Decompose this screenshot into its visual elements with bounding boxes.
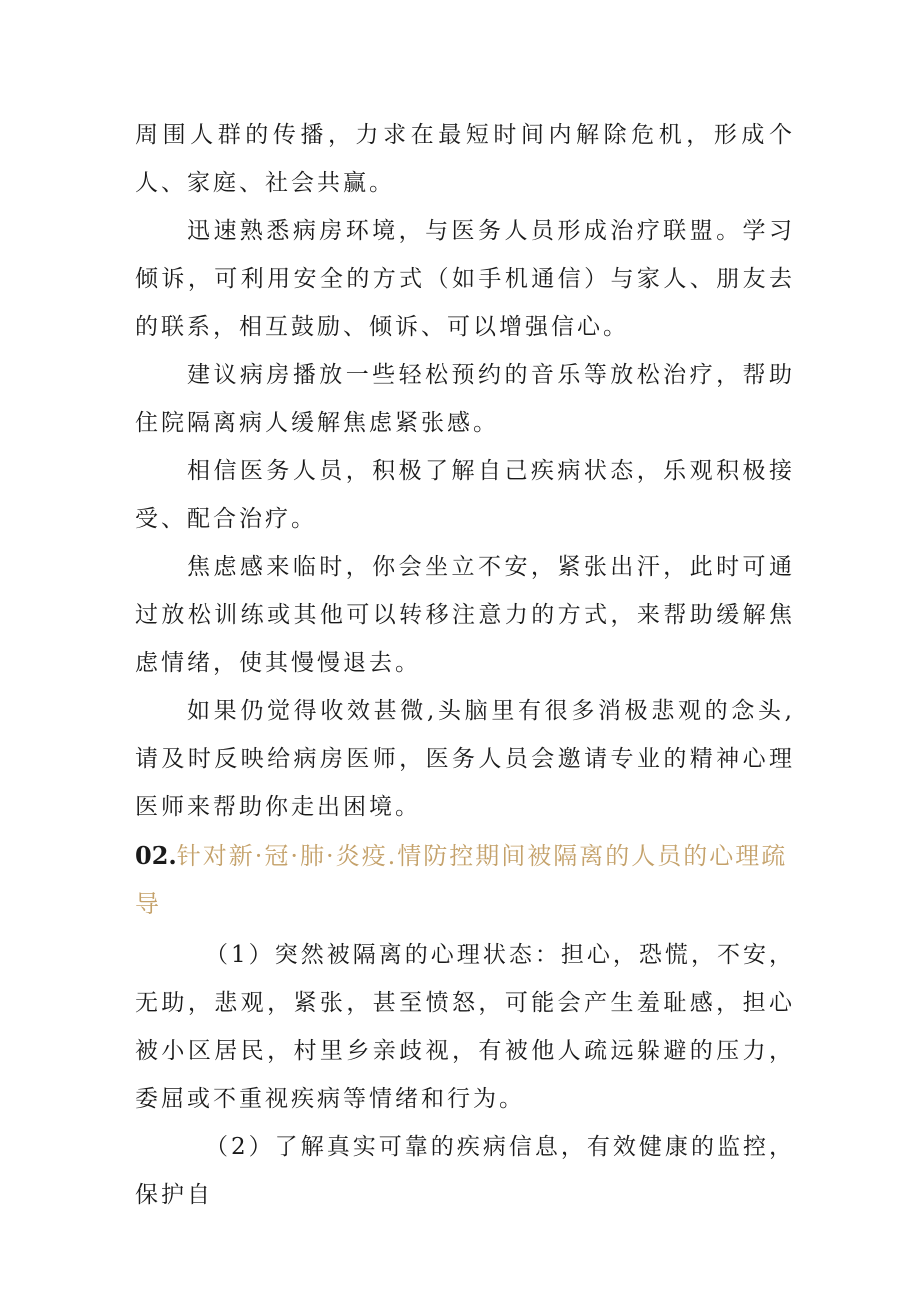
paragraph-5: 焦虑感来临时，你会坐立不安，紧张出汗，此时可通过放松训练或其他可以转移注意力的方式，来帮助缓解焦虑情绪，使其慢慢退去。 xyxy=(135,554,795,676)
paragraph-6: 如果仍觉得收效甚微,头脑里有很多消极悲观的念头,请及时反映给病房医师，医务人员会邀请专业的精神心理医师来帮助你走出困境。 xyxy=(135,698,795,820)
section-title: 针对新·冠·肺·炎疫.情防控期间被隔离的人员的心理疏导 xyxy=(135,842,788,918)
list-item-1: （1）突然被隔离的心理状态：担心，恐慌，不安，无助，悲观，紧张，甚至愤怒，可能会产生羞耻感，担心被小区居民，村里乡亲歧视，有被他人疏远躲避的压力，委屈或不重视疾病等情绪和行为。 xyxy=(135,942,795,1112)
section-number: 02. xyxy=(135,841,177,870)
paragraph-3: 建议病房播放一些轻松预约的音乐等放松治疗，帮助住院隔离病人缓解焦虑紧张感。 xyxy=(135,362,795,436)
paragraph-2: 迅速熟悉病房环境，与医务人员形成治疗联盟。学习倾诉，可利用安全的方式（如手机通信）与家人、朋友去的联系，相互鼓励、倾诉、可以增强信心。 xyxy=(135,218,795,340)
paragraph-4: 相信医务人员，积极了解自己疾病状态，乐观积极接受、配合治疗。 xyxy=(135,458,795,532)
section-heading xyxy=(135,832,795,928)
paragraph-1: 周围人群的传播，力求在最短时间内解除危机，形成个人、家庭、社会共赢。 xyxy=(135,122,795,196)
list-item-2: （2）了解真实可靠的疾病信息，有效健康的监控，保护自 xyxy=(135,1134,795,1208)
